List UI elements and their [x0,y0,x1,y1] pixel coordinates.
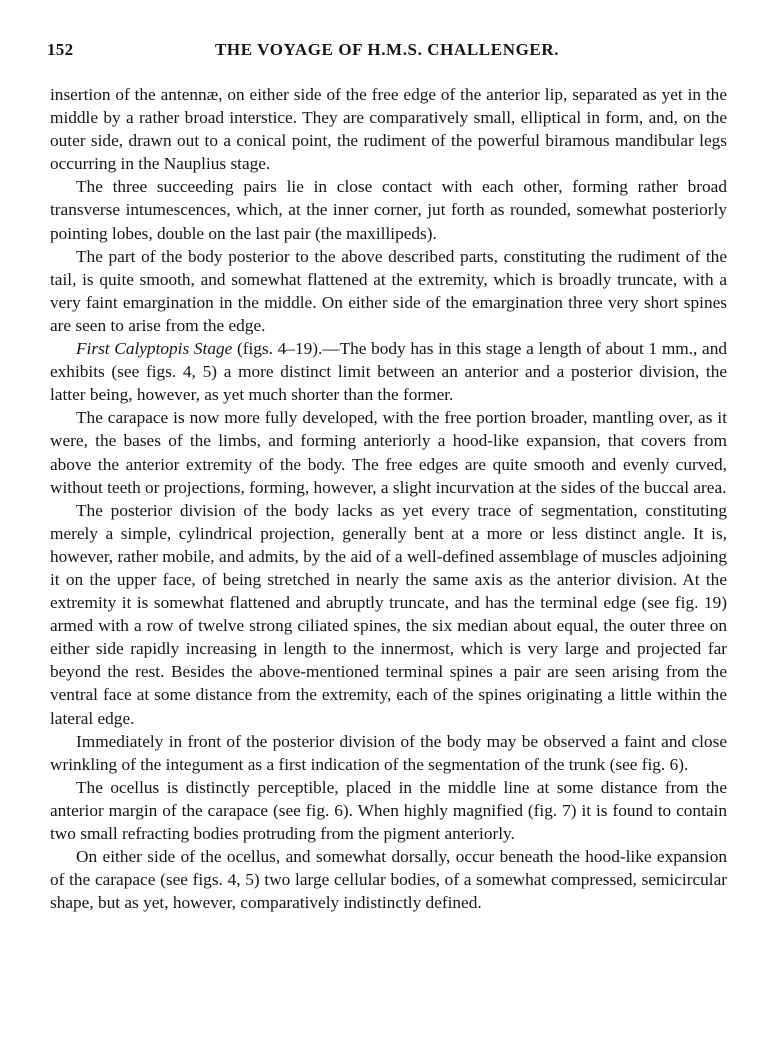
paragraph-1 [50,83,727,175]
paragraph-4-text: (figs. 4–19).—The body has in this stage a length of about 1 mm., and exhibits (see figs. 4, 5) a more distinct limit between an anterior and a posterior division, the latter being, however, as yet much shorter than the former. [50,339,728,405]
paragraph-1-text: insertion of the antennæ, on either side of the free edge of the anterior lip, separated as yet in the middle by a rather broad interstice. They are comparatively small, elliptical in form, and, on the outer side, drawn out to a conical point, the rudiment of the powerful biramous mandibular legs occurring in the Nauplius stage. [50,85,727,174]
page-number: 152 [47,40,74,59]
paragraph-8-text: The ocellus is distinctly perceptible, placed in the middle line at some distance from the anterior margin of the carapace (see fig. 6). When highly magnified (fig. 7) it is found to contain two small refracting bodies protruding from the pigment anteriorly. [50,777,727,843]
paragraph-3-text: The part of the body posterior to the above described parts, constituting the rudiment of the tail, is quite smooth, and somewhat flattened at the extremity, which is broadly truncate, with a very faint emargination in the middle. On either side of the emargination three very short spines are seen to arise from the edge. [50,246,727,335]
paragraph-9-text: On either side of the ocellus, and somewhat dorsally, occur beneath the hood-like expansion of the carapace (see figs. 4, 5) two large cellular bodies, of a somewhat compressed, semicircular shape, but as yet, however, comparatively indistinctly defined. [50,847,727,913]
paragraph-2 [50,175,727,244]
paragraph-5-text: The carapace is now more fully developed, with the free portion broader, mantling over, as it were, the bases of the limbs, and forming anteriorly a hood-like expansion, that covers from above the anterior extremity of the body. The free edges are quite smooth and evenly curved, without teeth or projections, forming, however, a slight incurvation at the sides of the buccal area. [50,408,727,497]
paragraph-5 [50,406,727,498]
paragraph-4 [50,337,727,406]
paragraph-9 [50,845,727,914]
paragraph-7-text: Immediately in front of the posterior division of the body may be observed a faint and close wrinkling of the integument as a first indication of the segmentation of the trunk (see fig. 6). [50,731,727,774]
paragraph-8 [50,776,727,845]
running-title: THE VOYAGE OF H.M.S. CHALLENGER. [214,40,560,59]
paragraph-7 [50,730,727,776]
body-text [50,83,727,914]
paragraph-3 [50,245,727,337]
section-heading-first-calyptopis-stage: First Calyptopis Stage [76,339,233,359]
running-head [47,40,727,64]
paragraph-2-text: The three succeeding pairs lie in close contact with each other, forming rather broad transverse intumescences, which, at the inner corner, jut forth as rounded, somewhat posteriorly pointing lobes, double on the last pair (the maxillipeds). [50,177,727,243]
paragraph-6-text: The posterior division of the body lacks as yet every trace of segmentation, constituting merely a simple, cylindrical projection, generally bent at a more or less distinct angle. It is, however, rather mobile, and admits, by the aid of a well-defined assemblage of muscles adjoining it on the upper face, of being stretched in nearly the same axis as the anterior division. At the extremity it is somewhat flattened and abruptly truncate, and has the terminal edge (see fig. 19) armed with a row of twelve strong ciliated spines, the six median about equal, the outer three on either side rapidly increasing in length to the innermost, which is very large and projected far beyond the rest. Besides the above-mentioned terminal spines a pair are seen arising from the ventral face at some distance from the extremity, each of the spines originating a little within the lateral edge. [50,500,727,728]
paragraph-6 [50,499,727,730]
